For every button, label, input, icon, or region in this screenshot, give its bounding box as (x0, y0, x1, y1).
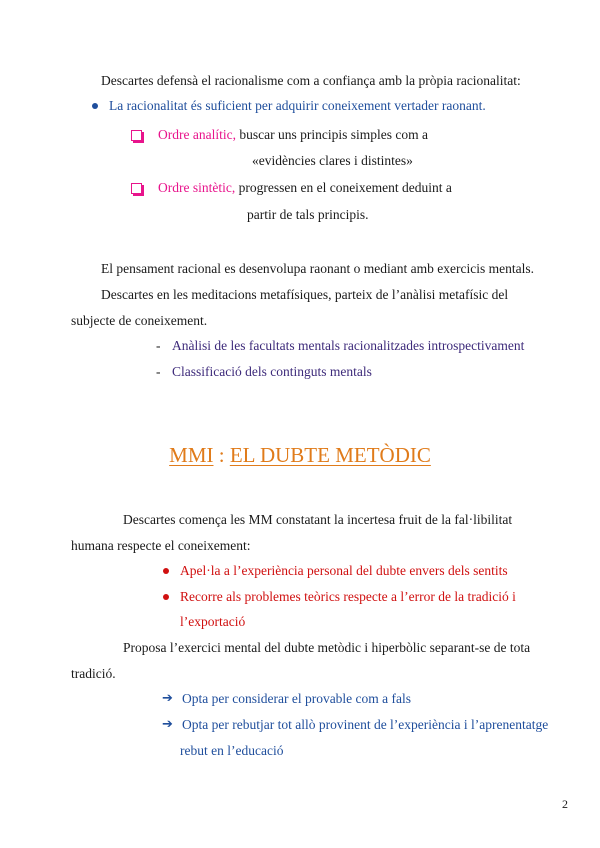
ordre-analitic-label: Ordre analític, (158, 127, 236, 142)
classificacio-item: Classificació dels continguts mentals (172, 364, 372, 379)
bullet-dot-icon (92, 103, 98, 109)
pensament-line2: Descartes en les meditacions metafísiques, parteix de l’anàlisi metafísic del (101, 287, 509, 302)
arrow-right-icon: ➔ (162, 717, 173, 732)
analisi-item: Anàlisi de les facultats mentals racionalitzades introspectivament (172, 338, 525, 353)
heading-sep: : (213, 443, 230, 467)
heading-title: EL DUBTE METÒDIC (229, 443, 431, 467)
proposa-line1: Proposa l’exercici mental del dubte metòdic i hiperbòlic separant-se de tota (123, 640, 531, 655)
ordre-sintetic-line (158, 179, 452, 197)
arrow-right-icon: ➔ (162, 691, 173, 706)
pensament-line3: subjecte de coneixement. (71, 313, 208, 328)
ordre-analitic-cont: «evidències clares i distintes» (252, 153, 413, 168)
intro-text: Descartes defensà el racionalisme com a confiança amb la pròpia racionalitat: (101, 73, 521, 88)
dash-bullet: - (156, 364, 161, 379)
opta-item2-cont: rebut en l’educació (180, 743, 284, 758)
ordre-sintetic-label: Ordre sintètic, (158, 180, 236, 195)
section-heading (0, 442, 600, 468)
opta-item2: Opta per rebutjar tot allò provinent de l’experiència i l’aprenentatge (182, 717, 549, 732)
heading-mmi: MMI (169, 443, 214, 467)
red-bullet-icon (163, 568, 169, 574)
red-bullet-icon (163, 594, 169, 600)
recorre-item-cont: l’exportació (180, 614, 246, 629)
checkbox-icon (131, 183, 142, 194)
ordre-analitic-line (158, 126, 428, 144)
pensament-line1: El pensament racional es desenvolupa raonant o mediant amb exercicis mentals. (101, 261, 534, 276)
opta-item1: Opta per considerar el provable com a fals (182, 691, 412, 706)
ordre-sintetic-cont: partir de tals principis. (247, 207, 369, 222)
page-number: 2 (562, 797, 568, 811)
descartes-line1: Descartes comença les MM constatant la incertesa fruit de la fal·libilitat (123, 512, 513, 527)
dash-bullet: - (156, 338, 161, 353)
recorre-item: Recorre als problemes teòrics respecte a l’error de la tradició i (180, 589, 516, 604)
proposa-line2: tradició. (71, 666, 116, 681)
apel-item: Apel·la a l’experiència personal del dubte envers dels sentits (180, 563, 508, 578)
ordre-analitic-text: buscar uns principis simples com a (235, 127, 428, 142)
racionalitat-bullet: La racionalitat és suficient per adquirir coneixement vertader raonant. (109, 98, 486, 113)
descartes-line2: humana respecte el coneixement: (71, 538, 251, 553)
ordre-sintetic-text: progressen en el coneixement deduint a (235, 180, 452, 195)
checkbox-icon (131, 130, 142, 141)
